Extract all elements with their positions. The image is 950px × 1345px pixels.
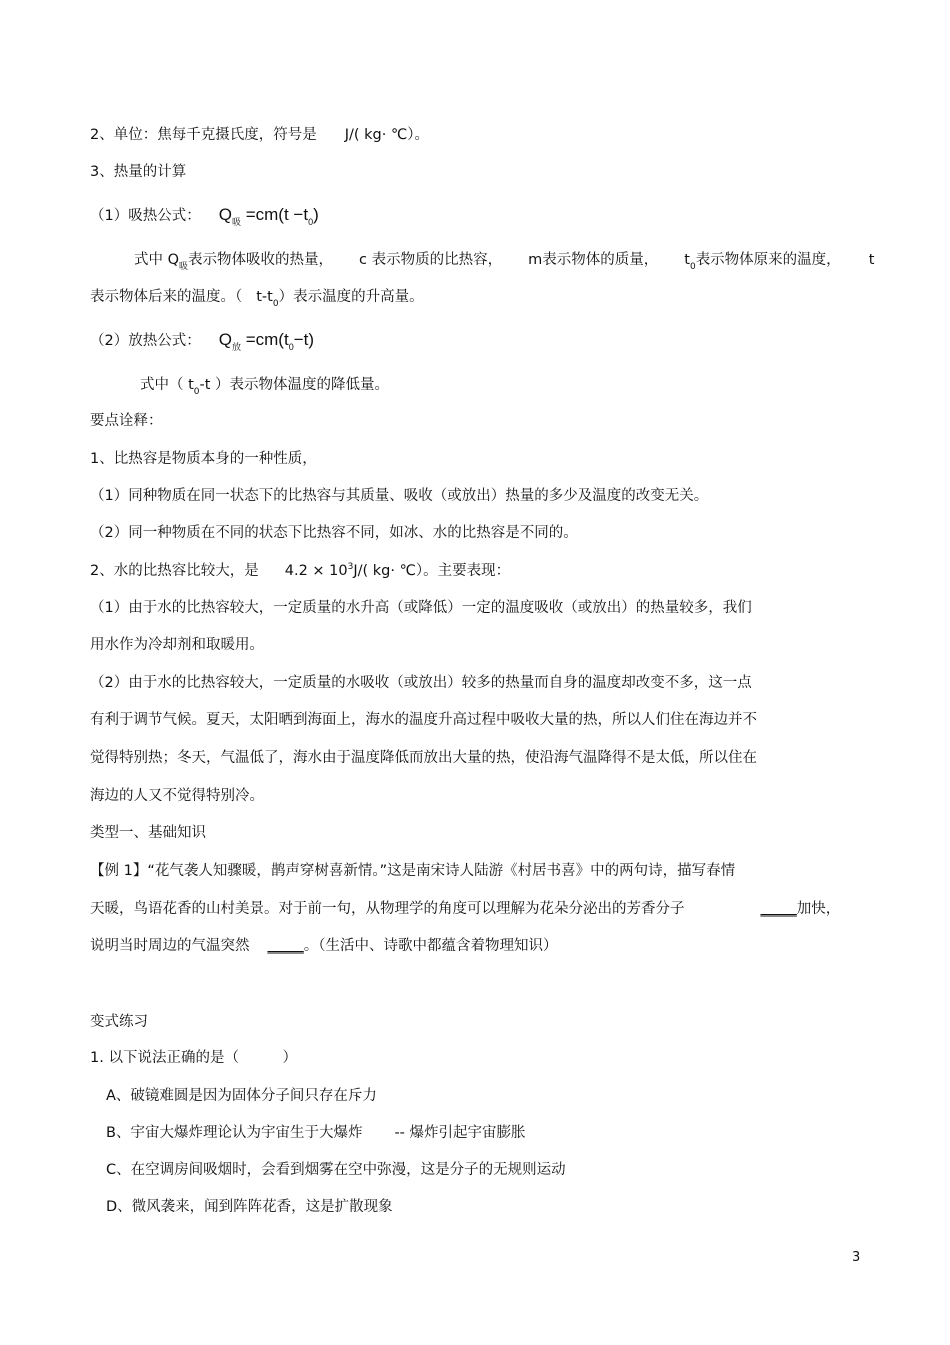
release-desc-line: 式中（ $t_0-t$ ）表示物体温度的降低量。 <box>140 377 390 397</box>
option-c: C、在空调房间吸烟时，会看到烟雾在空中弥漫，这是分子的无规则运动 <box>106 1162 566 1178</box>
absorb-formula: $Q_吸 =cm(t -t_0)$ <box>218 205 319 227</box>
release-formula-line <box>90 330 314 352</box>
page-number: 3 <box>852 1250 861 1265</box>
calc-heading: 3、热量的计算 <box>90 164 187 180</box>
practice-heading: 变式练习 <box>90 1014 148 1030</box>
key-point-1-1: （1）同种物质在同一状态下的比热容与其质量、吸收（或放出）热量的多少及温度的改变无关。 <box>90 488 709 504</box>
key-point-2: 2、水的比热容比较大，是 $4.2 \times 10^3J/$( kg· ℃）。主要表现： <box>90 562 511 579</box>
key-point-1-2: （2）同一种物质在不同的状态下比热容不同，如冰、水的比热容是不同的。 <box>90 525 578 541</box>
release-formula: $Q_放 =cm(t_0-t)$ <box>218 330 315 352</box>
unit-symbol: J/( kg· ℃）。 <box>344 127 430 143</box>
type1-heading: 类型一、基础知识 <box>90 825 206 841</box>
unit-line <box>90 125 429 145</box>
option-b: B、宇宙大爆炸理论认为宇宙生于大爆炸 -- 爆炸引起宇宙膨胀 <box>106 1125 526 1141</box>
key-point-1: 1、比热容是物质本身的一种性质， <box>90 451 317 467</box>
question-1: 1. 以下说法正确的是（ ） <box>90 1050 297 1066</box>
key-point-2-1b: 用水作为冷却剂和取暖用。 <box>90 637 264 653</box>
example1-line2: 天暖，鸟语花香的山村美景。对于前一句，从物理学的角度可以理解为花朵分泌出的芳香分子 _____加快， <box>90 901 841 917</box>
absorb-desc-cont: 表示物体后来的温度。（ $t-t_0$）表示温度的升高量。 <box>90 289 424 309</box>
key-points-heading: 要点诠释： <box>90 413 163 429</box>
release-label: （2）放热公式： <box>90 333 201 349</box>
option-a: A、破镜难圆是因为固体分子间只存在斥力 <box>106 1088 377 1104</box>
absorb-desc-line: 式中 $Q_吸$表示物体吸收的热量， c 表示物质的比热容， m表示物体的质量， $t_0$表示物体原来的温度， t <box>134 252 875 272</box>
key-point-2-2b: 有利于调节气候。夏天，太阳晒到海面上，海水的温度升高过程中吸收大量的热，所以人们住在海边并不 <box>90 712 757 728</box>
example1-line3: 说明当时周边的气温突然 _____。（生活中、诗歌中都蕴含着物理知识） <box>90 938 558 954</box>
key-point-2-2d: 海边的人又不觉得特别冷。 <box>90 788 264 804</box>
example1-line1: 【例 1】“花气袭人知骤暖，鹊声穿树喜新情。”这是南宋诗人陆游《村居书喜》中的两句诗，描写春情 <box>90 863 736 879</box>
blank-2[interactable]: _____ <box>267 938 304 954</box>
key-point-2-2c: 觉得特别热；冬天，气温低了，海水由于温度降低而放出大量的热，使沿海气温降得不是太低，所以住在 <box>90 750 757 766</box>
option-d: D、微风袭来，闻到阵阵花香，这是扩散现象 <box>106 1199 393 1215</box>
key-point-2-2a: （2）由于水的比热容较大，一定质量的水吸收（或放出）较多的热量而自身的温度却改变不多，这一点 <box>90 675 752 691</box>
key-point-2-1a: （1）由于水的比热容较大，一定质量的水升高（或降低）一定的温度吸收（或放出）的热量较多，我们 <box>90 600 752 616</box>
unit-text: 2、单位：焦每千克摄氏度，符号是 <box>90 127 317 143</box>
absorb-formula-line <box>90 205 319 227</box>
blank-1[interactable]: _____ <box>760 901 797 917</box>
absorb-label: （1）吸热公式： <box>90 208 201 224</box>
